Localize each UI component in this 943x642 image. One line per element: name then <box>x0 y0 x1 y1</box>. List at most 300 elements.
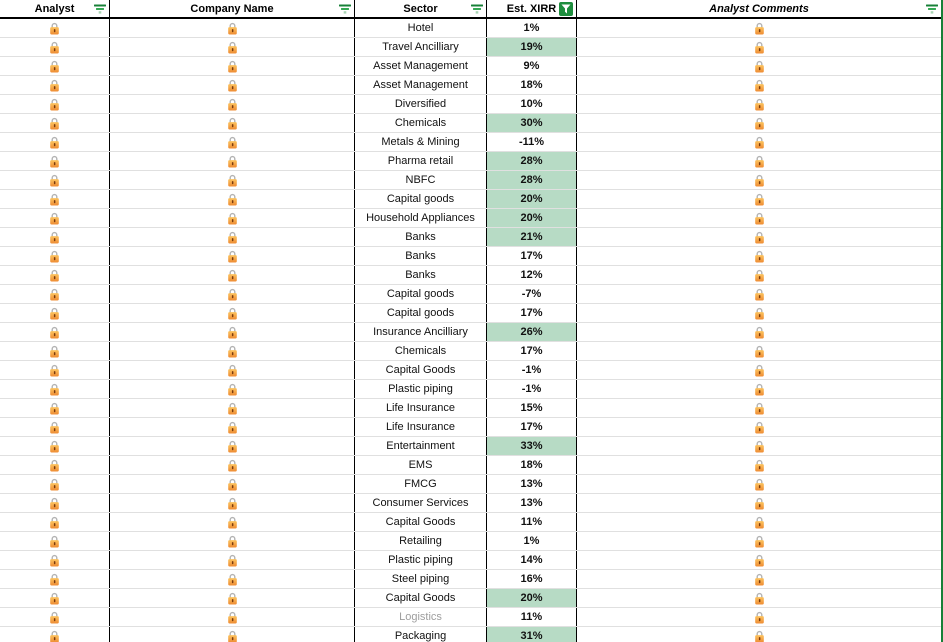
analyst-comments-cell[interactable] <box>577 589 941 607</box>
analyst-comments-cell[interactable] <box>577 418 941 436</box>
lock-icon <box>49 41 60 54</box>
lock-icon <box>227 611 238 624</box>
analyst-cell[interactable] <box>0 437 110 455</box>
lock-icon <box>49 478 60 491</box>
sector-cell[interactable] <box>355 475 487 493</box>
company-name-cell[interactable] <box>110 323 355 341</box>
xirr-cell[interactable] <box>487 285 577 303</box>
sector-cell[interactable] <box>355 589 487 607</box>
analyst-comments-cell[interactable] <box>577 361 941 379</box>
analyst-cell[interactable] <box>0 323 110 341</box>
lock-icon <box>227 497 238 510</box>
analyst-cell[interactable] <box>0 209 110 227</box>
xirr-cell-text: 1% <box>523 22 540 34</box>
xirr-cell[interactable] <box>487 171 577 189</box>
xirr-cell[interactable] <box>487 19 577 37</box>
sector-cell[interactable] <box>355 171 487 189</box>
xirr-cell[interactable] <box>487 513 577 531</box>
table-row <box>0 285 941 304</box>
analyst-cell[interactable] <box>0 114 110 132</box>
analyst-cell[interactable] <box>0 532 110 550</box>
xirr-cell-text: -7% <box>521 288 542 300</box>
sector-cell[interactable] <box>355 114 487 132</box>
sector-cell[interactable] <box>355 209 487 227</box>
analyst-comments-cell[interactable] <box>577 133 941 151</box>
analyst-comments-cell[interactable] <box>577 532 941 550</box>
lock-icon <box>49 516 60 529</box>
analyst-comments-cell[interactable] <box>577 456 941 474</box>
lock-icon <box>49 60 60 73</box>
lock-icon <box>227 535 238 548</box>
xirr-cell[interactable] <box>487 361 577 379</box>
company-name-cell[interactable] <box>110 114 355 132</box>
xirr-cell[interactable] <box>487 152 577 170</box>
lock-icon <box>227 383 238 396</box>
company-name-cell[interactable] <box>110 513 355 531</box>
sector-cell[interactable] <box>355 323 487 341</box>
analyst-comments-cell[interactable] <box>577 114 941 132</box>
sector-cell-text: Capital goods <box>386 307 455 319</box>
analyst-cell[interactable] <box>0 57 110 75</box>
xirr-cell[interactable] <box>487 190 577 208</box>
lock-icon <box>227 592 238 605</box>
company-name-cell[interactable] <box>110 437 355 455</box>
analyst-cell[interactable] <box>0 494 110 512</box>
xirr-cell[interactable] <box>487 228 577 246</box>
xirr-cell-text: 12% <box>520 269 543 281</box>
sector-cell[interactable] <box>355 551 487 569</box>
analyst-comments-cell[interactable] <box>577 323 941 341</box>
sector-cell[interactable] <box>355 532 487 550</box>
xirr-cell-text: 11% <box>520 516 543 528</box>
filter-funnel-icon <box>926 4 938 14</box>
sector-cell-text: Banks <box>405 269 436 281</box>
company-name-cell[interactable] <box>110 551 355 569</box>
analyst-cell[interactable] <box>0 608 110 626</box>
company-name-cell[interactable] <box>110 494 355 512</box>
xirr-cell-text: 33% <box>520 440 543 452</box>
analyst-comments-cell[interactable] <box>577 228 941 246</box>
lock-icon <box>754 307 765 320</box>
xirr-cell-text: 28% <box>520 155 543 167</box>
xirr-cell-text: 28% <box>520 174 543 186</box>
company-name-cell[interactable] <box>110 38 355 56</box>
analyst-cell[interactable] <box>0 342 110 360</box>
analyst-comments-cell[interactable] <box>577 551 941 569</box>
xirr-cell[interactable] <box>487 418 577 436</box>
analyst-comments-cell[interactable] <box>577 304 941 322</box>
xirr-cell[interactable] <box>487 342 577 360</box>
table-row <box>0 95 941 114</box>
company-name-cell[interactable] <box>110 475 355 493</box>
lock-icon <box>49 174 60 187</box>
analyst-comments-cell[interactable] <box>577 19 941 37</box>
xirr-cell-text: 17% <box>520 421 543 433</box>
lock-icon <box>49 459 60 472</box>
analyst-cell[interactable] <box>0 152 110 170</box>
analyst-cell[interactable] <box>0 76 110 94</box>
analyst-comments-cell[interactable] <box>577 209 941 227</box>
xirr-cell[interactable] <box>487 247 577 265</box>
analyst-comments-cell[interactable] <box>577 437 941 455</box>
xirr-cell-text: 17% <box>520 307 543 319</box>
analyst-comments-cell[interactable] <box>577 608 941 626</box>
table-row <box>0 76 941 95</box>
lock-icon <box>754 326 765 339</box>
lock-icon <box>227 554 238 567</box>
company-name-cell[interactable] <box>110 133 355 151</box>
lock-icon <box>227 364 238 377</box>
sector-cell[interactable] <box>355 304 487 322</box>
analyst-comments-cell[interactable] <box>577 152 941 170</box>
table-body <box>0 19 941 642</box>
lock-icon <box>754 611 765 624</box>
lock-icon <box>227 516 238 529</box>
column-header-est-xirr[interactable] <box>487 0 577 17</box>
xirr-cell[interactable] <box>487 323 577 341</box>
company-name-cell[interactable] <box>110 76 355 94</box>
sector-cell-text: NBFC <box>405 174 436 186</box>
analyst-comments-cell[interactable] <box>577 266 941 284</box>
sector-cell[interactable] <box>355 608 487 626</box>
lock-icon <box>754 497 765 510</box>
analyst-comments-cell[interactable] <box>577 190 941 208</box>
xirr-cell[interactable] <box>487 532 577 550</box>
company-name-cell[interactable] <box>110 589 355 607</box>
lock-icon <box>227 478 238 491</box>
lock-icon <box>227 98 238 111</box>
company-name-cell[interactable] <box>110 532 355 550</box>
sector-cell[interactable] <box>355 380 487 398</box>
lock-icon <box>49 136 60 149</box>
company-name-cell[interactable] <box>110 570 355 588</box>
table-row <box>0 551 941 570</box>
analyst-cell[interactable] <box>0 456 110 474</box>
sector-cell[interactable] <box>355 57 487 75</box>
filter-icon-company-name[interactable] <box>339 4 351 14</box>
table-row <box>0 152 941 171</box>
sector-cell[interactable] <box>355 95 487 113</box>
analyst-cell[interactable] <box>0 266 110 284</box>
lock-icon <box>49 573 60 586</box>
xirr-cell[interactable] <box>487 38 577 56</box>
lock-icon <box>227 136 238 149</box>
lock-icon <box>49 231 60 244</box>
filter-funnel-icon <box>339 4 351 14</box>
xirr-cell[interactable] <box>487 608 577 626</box>
lock-icon <box>227 174 238 187</box>
sector-cell[interactable] <box>355 152 487 170</box>
xirr-cell[interactable] <box>487 95 577 113</box>
xirr-cell[interactable] <box>487 399 577 417</box>
sector-cell[interactable] <box>355 437 487 455</box>
xirr-cell[interactable] <box>487 589 577 607</box>
header-row <box>0 0 941 19</box>
xirr-cell[interactable] <box>487 456 577 474</box>
table-row <box>0 418 941 437</box>
sector-cell-text: Pharma retail <box>387 155 454 167</box>
analyst-comments-cell[interactable] <box>577 95 941 113</box>
sector-cell-text: Travel Ancilliary <box>382 41 459 53</box>
xirr-cell[interactable] <box>487 76 577 94</box>
active-filter-icon-est-xirr[interactable] <box>559 2 573 16</box>
sector-cell[interactable] <box>355 228 487 246</box>
lock-icon <box>754 79 765 92</box>
lock-icon <box>49 402 60 415</box>
sector-cell[interactable] <box>355 342 487 360</box>
sector-cell[interactable] <box>355 19 487 37</box>
company-name-cell[interactable] <box>110 266 355 284</box>
sector-cell-text: Household Appliances <box>366 212 475 224</box>
table-row <box>0 399 941 418</box>
xirr-cell[interactable] <box>487 475 577 493</box>
sector-cell[interactable] <box>355 266 487 284</box>
analyst-cell[interactable] <box>0 418 110 436</box>
lock-icon <box>49 22 60 35</box>
lock-icon <box>754 22 765 35</box>
sector-cell-text: Hotel <box>407 22 434 34</box>
analyst-cell[interactable] <box>0 513 110 531</box>
table-row <box>0 494 941 513</box>
company-name-cell[interactable] <box>110 57 355 75</box>
analyst-comments-cell[interactable] <box>577 475 941 493</box>
analyst-cell[interactable] <box>0 247 110 265</box>
sector-cell-text: Capital Goods <box>385 364 456 376</box>
lock-icon <box>227 421 238 434</box>
analyst-comments-cell[interactable] <box>577 171 941 189</box>
sector-cell[interactable] <box>355 38 487 56</box>
analyst-comments-cell[interactable] <box>577 513 941 531</box>
analyst-comments-cell[interactable] <box>577 570 941 588</box>
sector-cell[interactable] <box>355 627 487 642</box>
sector-cell[interactable] <box>355 76 487 94</box>
filter-icon-analyst[interactable] <box>94 4 106 14</box>
sector-cell-text: Life Insurance <box>385 421 456 433</box>
company-name-cell[interactable] <box>110 190 355 208</box>
company-name-cell[interactable] <box>110 342 355 360</box>
company-name-cell[interactable] <box>110 456 355 474</box>
sector-cell-text: EMS <box>408 459 433 471</box>
analyst-cell[interactable] <box>0 304 110 322</box>
company-name-cell[interactable] <box>110 361 355 379</box>
sector-cell[interactable] <box>355 285 487 303</box>
analyst-cell[interactable] <box>0 399 110 417</box>
lock-icon <box>227 250 238 263</box>
company-name-cell[interactable] <box>110 418 355 436</box>
company-name-cell[interactable] <box>110 209 355 227</box>
analyst-comments-cell[interactable] <box>577 627 941 642</box>
xirr-cell[interactable] <box>487 209 577 227</box>
lock-icon <box>49 364 60 377</box>
lock-icon <box>227 459 238 472</box>
sector-cell-text: Plastic piping <box>388 554 453 566</box>
filter-icon-analyst-comments[interactable] <box>926 4 938 14</box>
sector-cell[interactable] <box>355 513 487 531</box>
lock-icon <box>754 117 765 130</box>
table-row <box>0 456 941 475</box>
sector-cell-text: Chemicals <box>394 117 447 129</box>
analyst-cell[interactable] <box>0 38 110 56</box>
company-name-cell[interactable] <box>110 627 355 642</box>
analyst-comments-cell[interactable] <box>577 380 941 398</box>
xirr-cell-text: 18% <box>520 459 543 471</box>
lock-icon <box>227 41 238 54</box>
xirr-cell[interactable] <box>487 57 577 75</box>
xirr-cell[interactable] <box>487 551 577 569</box>
analyst-cell[interactable] <box>0 570 110 588</box>
filter-funnel-icon <box>94 4 106 14</box>
lock-icon <box>49 630 60 642</box>
table-row <box>0 342 941 361</box>
xirr-cell[interactable] <box>487 627 577 642</box>
xirr-cell[interactable] <box>487 380 577 398</box>
sector-cell-text: Retailing <box>399 535 442 547</box>
analyst-cell[interactable] <box>0 551 110 569</box>
sector-cell[interactable] <box>355 418 487 436</box>
analyst-cell[interactable] <box>0 627 110 642</box>
analyst-cell[interactable] <box>0 190 110 208</box>
lock-icon <box>49 497 60 510</box>
lock-icon <box>227 193 238 206</box>
sector-cell[interactable] <box>355 570 487 588</box>
sector-cell[interactable] <box>355 133 487 151</box>
company-name-cell[interactable] <box>110 171 355 189</box>
analyst-cell[interactable] <box>0 361 110 379</box>
table-row <box>0 323 941 342</box>
analyst-comments-cell[interactable] <box>577 285 941 303</box>
xirr-cell-text: 17% <box>520 250 543 262</box>
table-row <box>0 133 941 152</box>
lock-icon <box>754 383 765 396</box>
analyst-comments-cell[interactable] <box>577 342 941 360</box>
filter-icon-sector[interactable] <box>471 4 483 14</box>
analyst-cell[interactable] <box>0 475 110 493</box>
xirr-cell-text: 9% <box>523 60 540 72</box>
sector-cell[interactable] <box>355 456 487 474</box>
company-name-cell[interactable] <box>110 304 355 322</box>
sector-cell-text: Life Insurance <box>385 402 456 414</box>
xirr-cell[interactable] <box>487 570 577 588</box>
analyst-comments-cell[interactable] <box>577 399 941 417</box>
sector-cell-text: Logistics <box>399 611 442 623</box>
sector-cell[interactable] <box>355 247 487 265</box>
table-row <box>0 513 941 532</box>
company-name-cell[interactable] <box>110 247 355 265</box>
company-name-cell[interactable] <box>110 19 355 37</box>
table-row <box>0 171 941 190</box>
xirr-cell[interactable] <box>487 133 577 151</box>
lock-icon <box>227 307 238 320</box>
analyst-comments-cell[interactable] <box>577 57 941 75</box>
sector-cell[interactable] <box>355 190 487 208</box>
filter-funnel-icon <box>471 4 483 14</box>
company-name-cell[interactable] <box>110 285 355 303</box>
sector-cell-text: Insurance Ancilliary <box>373 326 468 338</box>
sector-cell[interactable] <box>355 494 487 512</box>
lock-icon <box>49 440 60 453</box>
analyst-cell[interactable] <box>0 95 110 113</box>
sector-cell-text: Entertainment <box>386 440 455 452</box>
analyst-cell[interactable] <box>0 19 110 37</box>
lock-icon <box>754 41 765 54</box>
sector-cell-text: Capital Goods <box>385 592 456 604</box>
sector-cell-text: Capital goods <box>386 193 455 205</box>
table-row <box>0 228 941 247</box>
analyst-comments-cell[interactable] <box>577 247 941 265</box>
table-row <box>0 532 941 551</box>
xirr-cell-text: 10% <box>520 98 543 110</box>
lock-icon <box>754 212 765 225</box>
analyst-cell[interactable] <box>0 228 110 246</box>
xirr-cell[interactable] <box>487 304 577 322</box>
company-name-cell[interactable] <box>110 228 355 246</box>
lock-icon <box>227 212 238 225</box>
analyst-cell[interactable] <box>0 133 110 151</box>
lock-icon <box>754 98 765 111</box>
sector-cell[interactable] <box>355 399 487 417</box>
sector-cell-text: Asset Management <box>373 60 468 72</box>
analyst-comments-cell[interactable] <box>577 76 941 94</box>
company-name-cell[interactable] <box>110 608 355 626</box>
lock-icon <box>49 421 60 434</box>
lock-icon <box>49 193 60 206</box>
analyst-cell[interactable] <box>0 589 110 607</box>
lock-icon <box>227 402 238 415</box>
column-header-analyst-comments[interactable] <box>577 0 941 17</box>
column-header-company-name[interactable] <box>110 0 355 17</box>
xirr-cell-text: 26% <box>520 326 543 338</box>
analyst-comments-cell[interactable] <box>577 494 941 512</box>
sector-cell-text: Consumer Services <box>372 497 469 509</box>
analyst-cell[interactable] <box>0 380 110 398</box>
company-name-cell[interactable] <box>110 380 355 398</box>
lock-icon <box>49 535 60 548</box>
xirr-cell-text: 19% <box>520 41 543 53</box>
xirr-cell-text: -1% <box>521 383 542 395</box>
xirr-cell[interactable] <box>487 437 577 455</box>
company-name-cell[interactable] <box>110 95 355 113</box>
analyst-cell[interactable] <box>0 285 110 303</box>
column-header-analyst[interactable] <box>0 0 110 17</box>
company-name-cell[interactable] <box>110 152 355 170</box>
lock-icon <box>227 155 238 168</box>
lock-icon <box>754 478 765 491</box>
table-row <box>0 209 941 228</box>
column-header-label: Analyst Comments <box>709 2 809 15</box>
xirr-cell[interactable] <box>487 494 577 512</box>
lock-icon <box>49 383 60 396</box>
analyst-cell[interactable] <box>0 171 110 189</box>
xirr-cell-text: 30% <box>520 117 543 129</box>
xirr-cell-text: -11% <box>518 136 545 148</box>
lock-icon <box>754 440 765 453</box>
analyst-comments-cell[interactable] <box>577 38 941 56</box>
column-header-sector[interactable] <box>355 0 487 17</box>
lock-icon <box>49 98 60 111</box>
lock-icon <box>49 307 60 320</box>
table-row <box>0 361 941 380</box>
sector-cell[interactable] <box>355 361 487 379</box>
xirr-cell[interactable] <box>487 114 577 132</box>
sector-cell-text: Plastic piping <box>388 383 453 395</box>
xirr-cell[interactable] <box>487 266 577 284</box>
table-row <box>0 190 941 209</box>
table-row <box>0 57 941 76</box>
lock-icon <box>754 174 765 187</box>
sector-cell-text: Chemicals <box>394 345 447 357</box>
company-name-cell[interactable] <box>110 399 355 417</box>
lock-icon <box>754 345 765 358</box>
